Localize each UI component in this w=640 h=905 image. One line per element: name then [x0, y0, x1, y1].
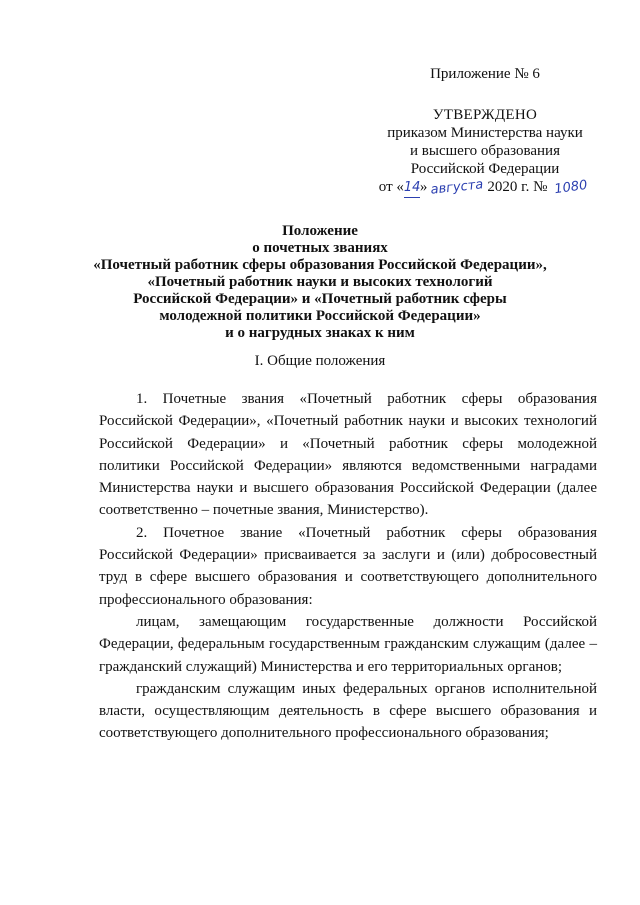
approved-line: приказом Министерства науки: [387, 125, 583, 141]
approval-stamp-block: [375, 106, 595, 198]
title-line: «Почетный работник науки и высоких технологий: [147, 274, 493, 290]
approved-title: УТВЕРЖДЕНО: [432, 107, 538, 123]
approved-line: и высшего образования: [410, 143, 560, 159]
title-line: «Почетный работник сферы образования Российской Федерации»,: [93, 257, 547, 273]
title-line: Положение: [282, 223, 358, 239]
order-date-line: [375, 178, 595, 198]
title-line: молодежной политики Российской Федерации»: [159, 308, 481, 324]
order-year: 2020 г. №: [487, 179, 548, 195]
paragraph: гражданским служащим иных федеральных органов исполнительной власти, осуществляющим деятельность в сфере высшего образования и соответствующего дополнительного профессионального образования;: [99, 680, 597, 742]
handwritten-day: 14: [404, 179, 420, 198]
paragraph: 1. Почетные звания «Почетный работник сферы образования Российской Федерации», «Почетный работник науки и высоких технологий Российской Федерации» и «Почетный работник сферы молодежной политики Российской Федерации» являются ведомственными наградами Министерства науки и высшего образования Российской Федерации (далее соответственно – почетные звания, Министерство).: [99, 391, 597, 519]
title-line: Российской Федерации» и «Почетный работник сферы: [133, 291, 507, 307]
order-prefix: от «: [378, 179, 404, 195]
paragraph: лицам, замещающим государственные должности Российской Федерации, федеральным государственным гражданским служащим (далее – гражданский служащий) Министерства и его территориальных органов;: [99, 613, 597, 675]
section-heading: I. Общие положения: [254, 353, 386, 369]
body-text: [99, 388, 597, 745]
appendix-label: Приложение № 6: [430, 66, 540, 82]
title-line: о почетных званиях: [252, 240, 388, 256]
document-title: [60, 223, 580, 342]
title-line: и о нагрудных знаках к ним: [225, 325, 415, 341]
paragraph: 2. Почетное звание «Почетный работник сферы образования Российской Федерации» присваивается за заслуги и (или) добросовестный труд в сфере высшего образования и соответствующего дополнительного профессионального образования:: [99, 524, 597, 608]
approved-line: Российской Федерации: [410, 161, 560, 177]
order-day-close: »: [419, 179, 428, 195]
handwritten-order-number: 1080: [553, 177, 589, 198]
handwritten-month: августа: [430, 177, 485, 198]
